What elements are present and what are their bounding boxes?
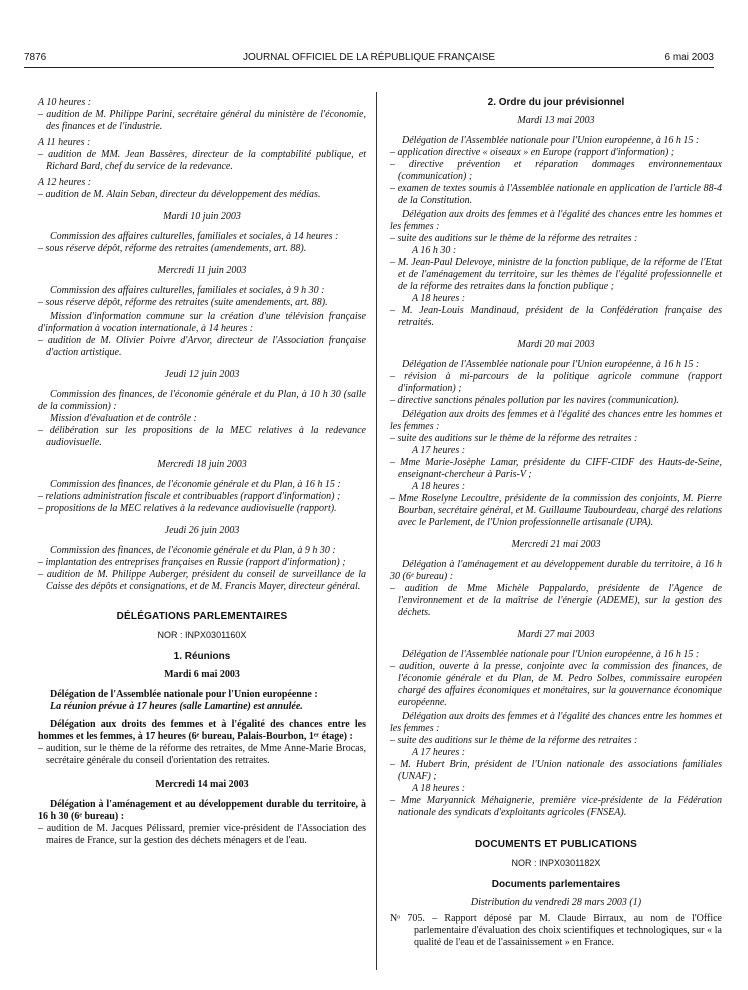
agenda-item: – suite des auditions sur le thème de la réforme des retraites :: [390, 233, 638, 244]
body-text: Délégation aux droits des femmes et à l'égalité des chances entre les hommes et les femmes :: [390, 409, 722, 432]
agenda-item: – audition de M. Jacques Pélissard, premier vice-président de l'Association des maires de France, sur la gestion des déchets ménagers et de l'eau.: [38, 823, 366, 846]
time-label: A 10 heures :: [38, 97, 92, 108]
agenda-item: – sous réserve dépôt, réforme des retraites (amendements, art. 88).: [38, 243, 307, 254]
body-text: Commission des affaires culturelles, familiales et sociales, à 9 h 30 :: [50, 285, 325, 296]
time-label: A 12 heures :: [38, 177, 92, 188]
notice-text: La réunion prévue à 17 heures (salle Lamartine) est annulée.: [50, 701, 303, 712]
date-heading: Jeudi 12 juin 2003: [164, 369, 240, 380]
agenda-item: – audition de Mme Michèle Pappalardo, présidente de l'Agence de l'environnement et de la maîtrise de l'énergie (ADEME), sur la gestion des déchets.: [390, 583, 722, 618]
date-heading: Mardi 13 mai 2003: [517, 115, 595, 126]
time-label: A 16 h 30 :: [412, 245, 457, 256]
subsection-title: 1. Réunions: [173, 651, 231, 662]
date-heading: Mardi 20 mai 2003: [517, 339, 595, 350]
nor-reference: NOR : INPX0301160X: [157, 630, 247, 640]
body-text: Délégation de l'Assemblée nationale pour l'Union européenne :: [50, 689, 318, 700]
page-header: [24, 52, 714, 66]
journal-title: JOURNAL OFFICIEL DE LA RÉPUBLIQUE FRANÇAISE: [242, 52, 496, 63]
agenda-item: – M. Jean-Louis Mandinaud, président de la Confédération française des retraités.: [390, 305, 722, 328]
agenda-item: – Mme Maryannick Méhaignerie, première vice-présidente de la Fédération nationale des syndicats d'exploitants agricoles (FNSEA).: [390, 795, 722, 818]
body-text: Délégation de l'Assemblée nationale pour l'Union européenne, à 16 h 15 :: [402, 649, 700, 660]
date-heading: Jeudi 26 juin 2003: [164, 525, 240, 536]
column-divider: [376, 92, 377, 970]
agenda-item: – Mme Roselyne Lecoultre, présidente de la commission des conjoints, M. Pierre Bourban, secrétaire général, et M. Guillaume Taubourdeau, chargé des relations avec le Parlement, de l'Union professionnelle artisanale (UPA).: [390, 493, 722, 528]
agenda-item: – implantation des entreprises françaises en Russie (rapport d'information) ;: [38, 557, 346, 568]
body-text: Délégation à l'aménagement et au développement durable du territoire, à 16 h 30 (6ᵉ bureau) :: [38, 799, 366, 822]
agenda-item: – sous réserve dépôt, réforme des retraites (suite amendements, art. 88).: [38, 297, 328, 308]
agenda-item: – audition de M. Alain Seban, directeur du développement des médias.: [38, 189, 321, 200]
body-text: Délégation aux droits des femmes et à l'égalité des chances entre les hommes et les femmes :: [390, 711, 722, 734]
agenda-item: – audition de M. Olivier Poivre d'Arvor, directeur de l'Association française d'action artistique.: [38, 335, 366, 358]
agenda-item: – suite des auditions sur le thème de la réforme des retraites :: [390, 433, 638, 444]
agenda-item: – directive sanctions pénales pollution par les navires (communication).: [390, 395, 679, 406]
agenda-item: – Mme Marie-Josèphe Lamar, présidente du CIFF-CIDF des Hauts-de-Seine, enseignant-chercheur à Paris-V ;: [390, 457, 722, 480]
section-title: DÉLÉGATIONS PARLEMENTAIRES: [116, 611, 288, 622]
body-text: Délégation de l'Assemblée nationale pour l'Union européenne, à 16 h 15 :: [402, 359, 700, 370]
body-text: Commission des finances, de l'économie générale et du Plan, à 16 h 15 :: [50, 479, 341, 490]
body-text: Délégation de l'Assemblée nationale pour l'Union européenne, à 16 h 15 :: [402, 135, 700, 146]
date-heading: Mercredi 21 mai 2003: [511, 539, 601, 550]
agenda-item: – propositions de la MEC relatives à la redevance audiovisuelle (rapport).: [38, 503, 337, 514]
section-title: DOCUMENTS ET PUBLICATIONS: [474, 839, 638, 850]
agenda-item: – audition de M. Philippe Auberger, président du conseil de surveillance de la Caisse des dépôts et consignations, et de M. Francis Mayer, directeur général.: [38, 569, 366, 592]
subsection-title: 2. Ordre du jour prévisionnel: [487, 97, 625, 108]
body-text: Délégation aux droits des femmes et à l'égalité des chances entre les hommes et les femmes, à 17 heures (6ᵉ bureau, Palais-Bourbon, 1ᵉʳ étage) :: [38, 719, 366, 742]
page-number: 7876: [24, 52, 47, 63]
time-label: A 18 heures :: [412, 783, 466, 794]
issue-date: 6 mai 2003: [664, 52, 714, 63]
date-heading: Mardi 27 mai 2003: [517, 629, 595, 640]
body-text: Commission des affaires culturelles, familiales et sociales, à 14 heures :: [50, 231, 339, 242]
time-label: A 17 heures :: [412, 747, 466, 758]
agenda-item: – audition, sur le thème de la réforme des retraites, de Mme Anne-Marie Brocas, secrétaire générale du conseil d'orientation des retraites.: [38, 743, 366, 766]
date-heading: Mardi 6 mai 2003: [164, 669, 240, 680]
agenda-item: – application directive « oiseaux » en Europe (rapport d'information) ;: [390, 147, 675, 158]
date-heading: Mercredi 11 juin 2003: [157, 265, 247, 276]
time-label: A 18 heures :: [412, 481, 466, 492]
distribution-line: Distribution du vendredi 28 mars 2003 (1): [470, 897, 642, 908]
left-column: [38, 97, 366, 847]
body-text: Délégation aux droits des femmes et à l'égalité des chances entre les hommes et les femmes :: [390, 209, 722, 232]
date-heading: Mercredi 18 juin 2003: [157, 459, 247, 470]
agenda-item: – audition de MM. Jean Bassères, directeur de la comptabilité publique, et Richard Bard, chef du service de la redevance.: [38, 149, 366, 172]
time-label: A 11 heures :: [38, 137, 91, 148]
body-text: Délégation à l'aménagement et au développement durable du territoire, à 16 h 30 (6ᵉ bureau) :: [390, 559, 722, 582]
agenda-item: – relations administration fiscale et contribuables (rapport d'information) ;: [38, 491, 341, 502]
agenda-item: – M. Jean-Paul Delevoye, ministre de la fonction publique, de la réforme de l'Etat et de l'aménagement du territoire, sur les thèmes de l'égalité professionnelle et de la réforme des retraites dans la fonction publique ;: [390, 257, 722, 292]
time-label: A 18 heures :: [412, 293, 466, 304]
agenda-item: – délibération sur les propositions de la MEC relatives à la redevance audiovisuelle.: [38, 425, 366, 448]
agenda-item: – audition, ouverte à la presse, conjointe avec la commission des finances, de l'économie générale et du Plan, de M. Pedro Solbes, commissaire européen chargé des affaires économiques et monétaires, sur la gouvernance économique européenne.: [390, 661, 722, 708]
agenda-item: – examen de textes soumis à l'Assemblée nationale en application de l'article 88-4 de la Constitution.: [390, 183, 722, 206]
right-column: [390, 97, 722, 949]
document-entry: Nᵒ 705. – Rapport déposé par M. Claude Birraux, au nom de l'Office parlementaire d'évaluation des choix scientifiques et technologiques, sur « la qualité de l'eau et de l'assainissement » en France.: [390, 913, 722, 948]
body-text: Commission des finances, de l'économie générale et du Plan, à 9 h 30 :: [50, 545, 336, 556]
date-heading: Mercredi 14 mai 2003: [155, 779, 249, 790]
date-heading: Mardi 10 juin 2003: [163, 211, 241, 222]
time-label: A 17 heures :: [412, 445, 466, 456]
agenda-item: – M. Hubert Brin, président de l'Union nationale des associations familiales (UNAF) ;: [390, 759, 722, 782]
agenda-item: – audition de M. Philippe Parini, secrétaire général du ministère de l'économie, des finances et de l'industrie.: [38, 109, 366, 132]
body-text: Mission d'information commune sur la création d'une télévision française d'information à vocation internationale, à 14 heures :: [38, 311, 366, 334]
subsection-title: Documents parlementaires: [491, 879, 621, 890]
agenda-item: – suite des auditions sur le thème de la réforme des retraites :: [390, 735, 638, 746]
body-text: Mission d'évaluation et de contrôle :: [50, 413, 197, 424]
header-rule: [24, 67, 714, 68]
agenda-item: – révision à mi-parcours de la politique agricole commune (rapport d'information) ;: [390, 371, 722, 394]
agenda-item: – directive prévention et réparation dommages environnementaux (communication) ;: [390, 159, 722, 182]
body-text: Commission des finances, de l'économie générale et du Plan, à 10 h 30 (salle de la commission) :: [38, 389, 366, 412]
nor-reference: NOR : INPX0301182X: [511, 858, 601, 868]
